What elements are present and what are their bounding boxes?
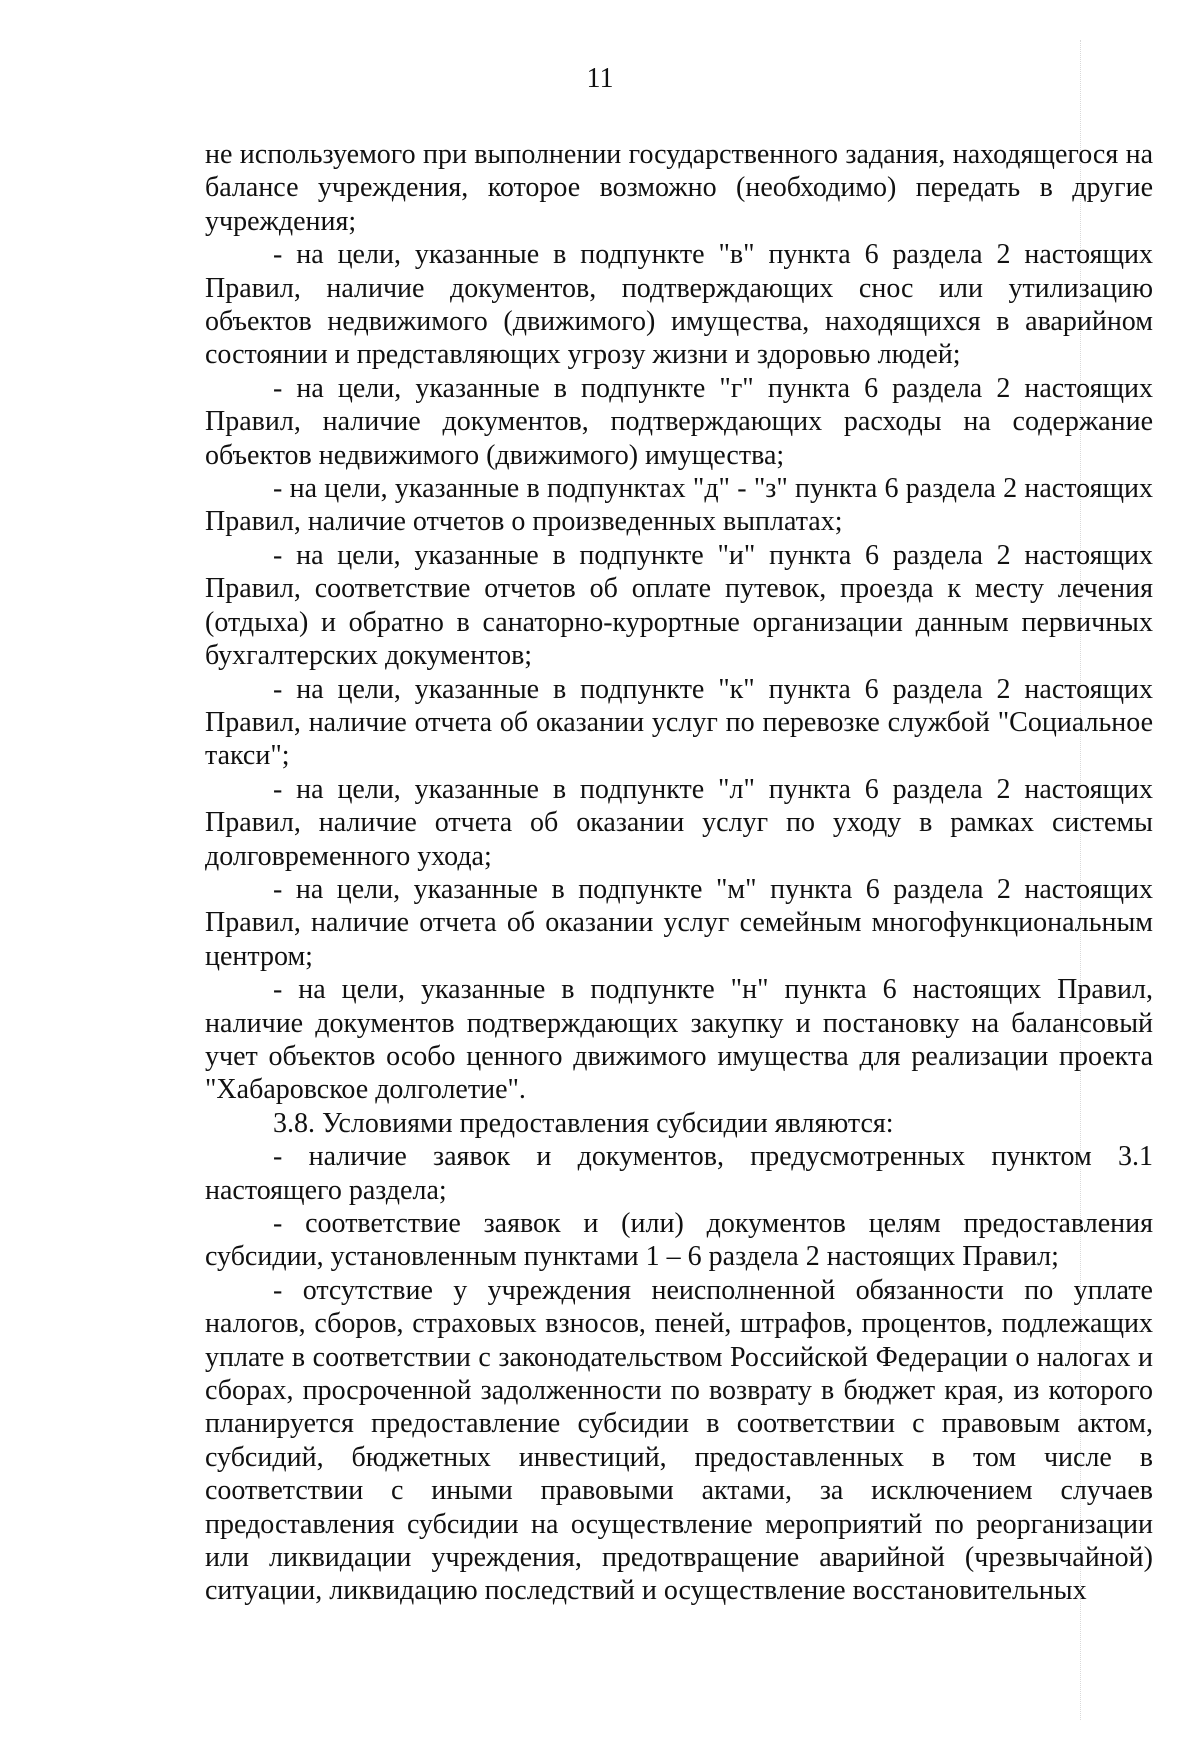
paragraph-continuation: не используемого при выполнении государственного задания, находящегося на балансе учреждения, которое возможно (необходимо) передать в другие учреждения; [205, 139, 1153, 237]
paragraph-item-m: - на цели, указанные в подпункте "м" пункта 6 раздела 2 настоящих Правил, наличие отчета об оказании услуг семейным многофункциональным центром; [205, 873, 1153, 972]
section-3-8-heading: 3.8. Условиями предоставления субсидии являются: [273, 1107, 894, 1139]
paragraph-condition-1: - наличие заявок и документов, предусмотренных пунктом 3.1 настоящего раздела; [205, 1141, 1153, 1206]
paragraph-item-v: - на цели, указанные в подпункте "в" пункта 6 раздела 2 настоящих Правил, наличие документов, подтверждающих снос или утилизацию объектов недвижимого (движимого) имущества, находящихся в аварийном состоянии и представляющих угрозу жизни и здоровью людей; [205, 239, 1153, 371]
paragraph-item-d-z: - на цели, указанные в подпунктах "д" - "з" пункта 6 раздела 2 настоящих Правил, наличие отчетов о произведенных выплатах; [205, 473, 1153, 538]
paragraph-item-k: - на цели, указанные в подпункте "к" пункта 6 раздела 2 настоящих Правил, наличие отчета об оказании услуг по перевозке службой "Социальное такси"; [205, 673, 1153, 772]
paragraph-item-n: - на цели, указанные в подпункте "н" пункта 6 настоящих Правил, наличие документов подтверждающих закупку и постановку на балансовый учет объектов особо ценного движимого имущества для реализации проекта "Хабаровское долголетие". [205, 974, 1153, 1106]
paragraph-item-l: - на цели, указанные в подпункте "л" пункта 6 раздела 2 настоящих Правил, наличие отчета об оказании услуг по уходу в рамках системы долговременного ухода; [205, 773, 1153, 872]
paragraph-condition-2: - соответствие заявок и (или) документов целям предоставления субсидии, установленным пунктами 1 – 6 раздела 2 настоящих Правил; [205, 1208, 1153, 1273]
paragraph-item-i: - на цели, указанные в подпункте "и" пункта 6 раздела 2 настоящих Правил, соответствие отчетов об оплате путевок, проезда к месту лечения (отдыха) и обратно в санаторно-курортные организации данным первичных бухгалтерских документов; [205, 539, 1153, 672]
paragraph-item-g: - на цели, указанные в подпункте "г" пункта 6 раздела 2 настоящих Правил, наличие документов, подтверждающих расходы на содержание объектов недвижимого (движимого) имущества; [205, 372, 1153, 471]
document-body [205, 138, 1153, 1608]
paragraph-condition-3: - отсутствие у учреждения неисполненной обязанности по уплате налогов, сборов, страховых взносов, пеней, штрафов, процентов, подлежащих уплате в соответствии с законодательством Российской Федерации о налогах и сборах, просроченной задолженности по возврату в бюджет края, из которого планируется предоставление субсидии в соответствии с правовым актом, субсидий, бюджетных инвестиций, предоставленных в том числе в соответствии с иными правовыми актами, за исключением случаев предоставления субсидии на осуществление мероприятий по реорганизации или ликвидации учреждения, предотвращение аварийной (чрезвычайной) ситуации, ликвидацию последствий и осуществление восстановительных [205, 1274, 1153, 1607]
page-number: 11 [586, 63, 614, 94]
